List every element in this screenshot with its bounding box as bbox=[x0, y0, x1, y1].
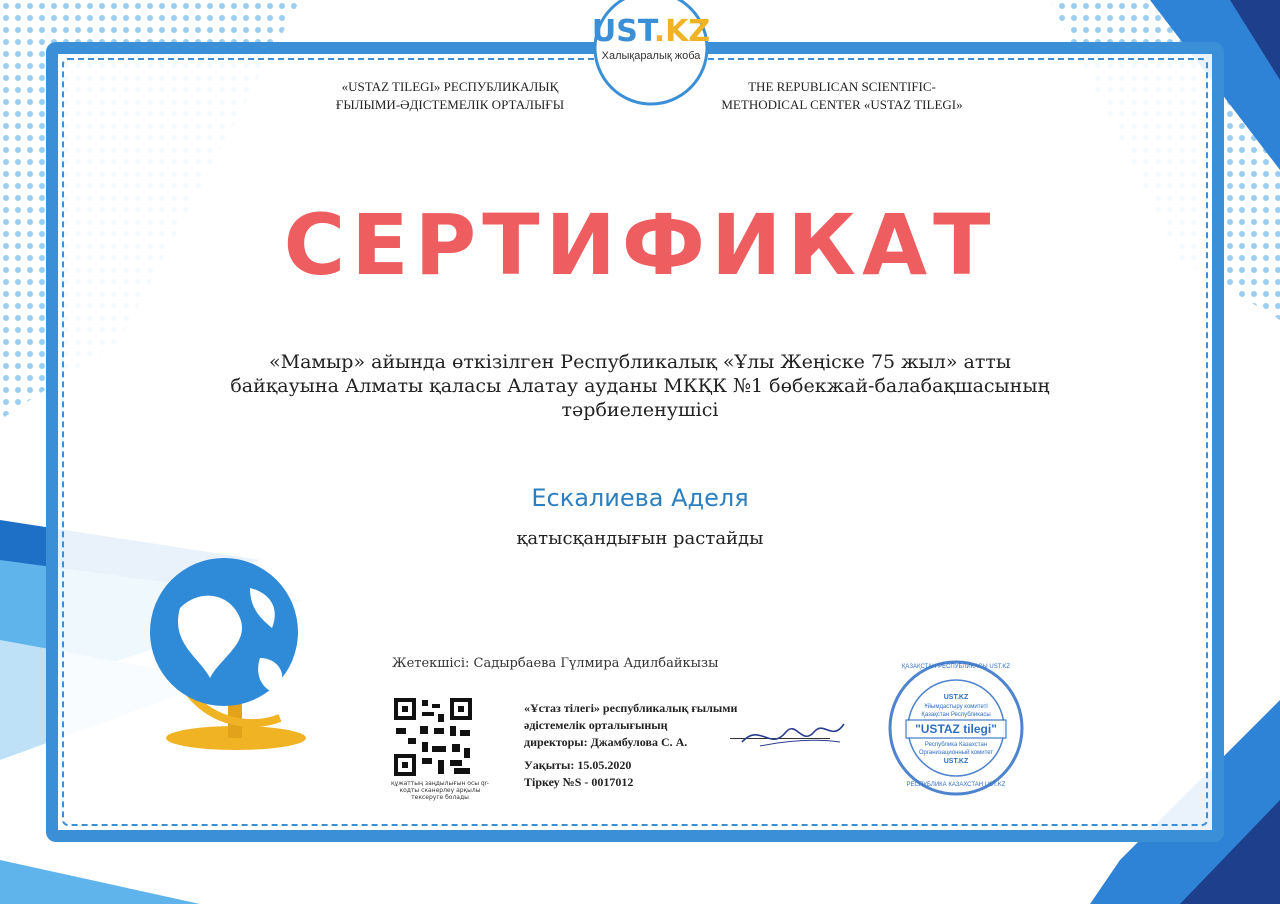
signature-line2: әдістемелік орталығының bbox=[524, 718, 668, 732]
confirmation-text: қатысқандығын растайды bbox=[516, 528, 764, 549]
stamp-inner6: UST.KZ bbox=[943, 758, 969, 765]
header-left-line1: «USTAZ TILEGI» РЕСПУБЛИКАЛЫҚ bbox=[341, 79, 559, 94]
qr-caption: құжаттың заңдылығын осы qr-кодты сканерлеу арқылы тексеруге болады bbox=[391, 780, 489, 801]
stamp-inner1: UST.KZ bbox=[943, 694, 969, 701]
handwritten-signature bbox=[740, 712, 850, 763]
leader-text: Жетекшісі: Садырбаева Гүлмира Адилбайкызы bbox=[392, 656, 719, 671]
header-right-line2: METHODICAL CENTER «USTAZ TILEGI» bbox=[721, 97, 963, 112]
stamp-inner3: Қазақстан Республикасы bbox=[921, 712, 991, 718]
stamp-inner5: Организационный комитет bbox=[918, 750, 994, 756]
issue-date: Уақыты: 15.05.2020 bbox=[524, 758, 632, 772]
header-right bbox=[692, 78, 992, 114]
logo-tagline: Халықаралық жоба bbox=[601, 50, 701, 62]
official-stamp bbox=[886, 658, 1026, 798]
header-right-line1: THE REPUBLICAN SCIENTIFIC- bbox=[748, 79, 936, 94]
body-line1: «Мамыр» айында өткізілген Республикалық «Ұлы Жеңіске 75 жыл» атты bbox=[269, 351, 1011, 373]
logo-brand-part1: UST bbox=[591, 14, 654, 49]
signature-line1: «Ұстаз тілегі» республикалық ғылыми bbox=[524, 701, 738, 715]
qr-code-icon bbox=[394, 698, 472, 776]
header-left-line2: ҒЫЛЫМИ-ӘДІСТЕМЕЛІК ОРТАЛЫҒЫ bbox=[335, 97, 565, 112]
registration-number: Тіркеу №S - 0017012 bbox=[524, 775, 634, 789]
logo-brand-part2: .KZ bbox=[653, 14, 711, 49]
signature-block bbox=[524, 700, 737, 791]
globe-icon bbox=[140, 548, 320, 758]
signature-line3: директоры: Джамбулова С. А. bbox=[524, 735, 688, 749]
recipient-name: Ескалиева Аделя bbox=[531, 484, 749, 512]
stamp-center: "USTAZ tilegi" bbox=[915, 722, 997, 736]
stamp-outer-bottom: РЕСПУБЛИКА КАЗАХСТАН UST.KZ bbox=[906, 782, 1006, 788]
body-line3: тәрбиеленушісі bbox=[561, 399, 719, 421]
certificate-body bbox=[160, 350, 1120, 422]
stamp-inner2: Ұйымдастыру комитеті bbox=[924, 704, 988, 710]
body-line2: байқауына Алматы қаласы Алатау ауданы МКҚК №1 бөбекжай-балабақшасының bbox=[230, 375, 1050, 397]
stamp-outer-top: ҚАЗАҚСТАН РЕСПУБЛИКАСЫ UST.KZ bbox=[901, 664, 1011, 670]
certificate-title: СЕРТИФИКАТ bbox=[283, 196, 997, 294]
stamp-inner4: Республика Казахстан bbox=[924, 742, 988, 748]
header-left bbox=[300, 78, 600, 114]
